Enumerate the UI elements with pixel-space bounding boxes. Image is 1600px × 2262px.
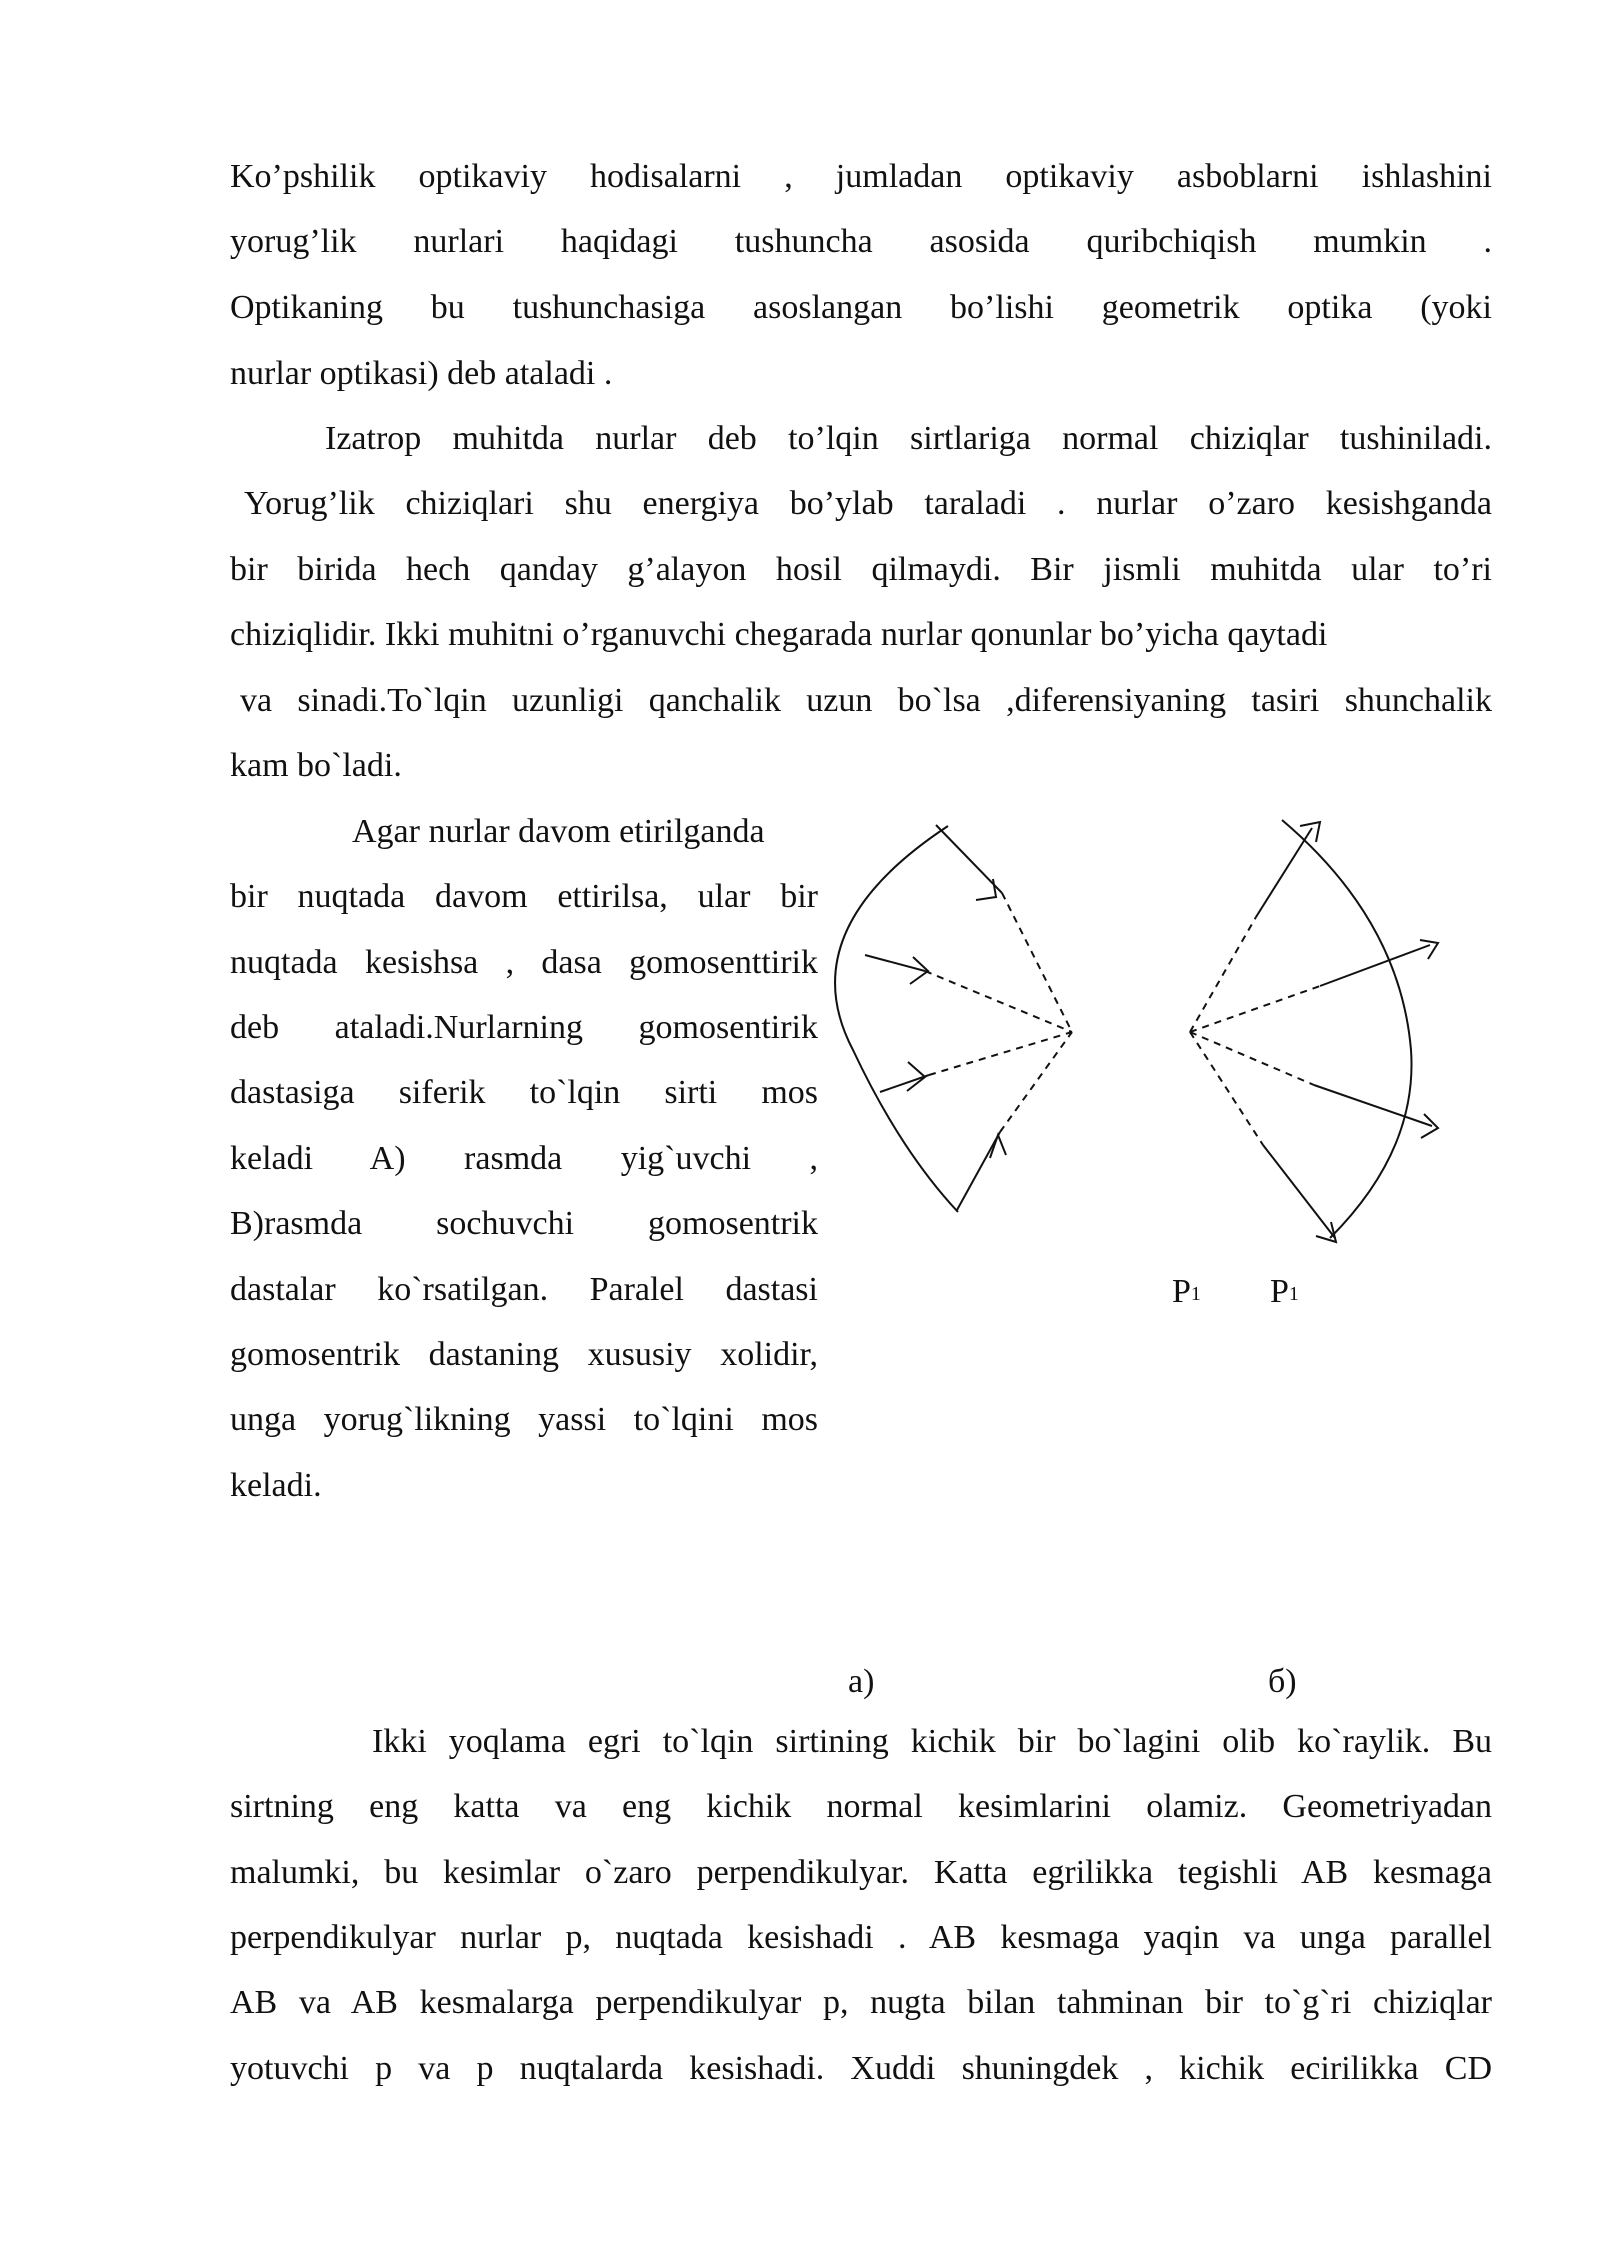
ray-solid bbox=[1314, 1085, 1432, 1126]
text-line: bir nuqtada davom ettirilsa, ular bir bbox=[230, 878, 818, 915]
text-line: unga yorug`likning yassi to`lqini mos bbox=[230, 1401, 818, 1438]
ray-solid bbox=[1320, 945, 1430, 986]
ray-solid bbox=[957, 1132, 1000, 1210]
text-line: perpendikulyar nurlar p, nuqtada kesishadi . AB kesmaga yaqin va unga parallel bbox=[230, 1919, 1492, 1956]
text-line: nuqtada kesishsa , dasa gomosenttirik bbox=[230, 944, 818, 981]
dashed-rays bbox=[1190, 917, 1320, 1145]
wavefront-arc bbox=[1282, 820, 1412, 1238]
text-line: gomosentrik dastaning xususiy xolidir, bbox=[230, 1336, 818, 1373]
text-line: chiziqlidir. Ikki muhitni o’rganuvchi chegarada nurlar qonunlar bo’yicha qaytadi bbox=[230, 616, 1328, 653]
dashed-rays bbox=[925, 893, 1072, 1132]
text-line: bir birida hech qanday g’alayon hosil qilmaydi. Bir jismli muhitda ular to’ri bbox=[230, 551, 1492, 588]
text-line: AB va AB kesmalarga perpendikulyar p, nugta bilan tahminan bir to`g`ri chiziqlar bbox=[230, 1984, 1492, 2021]
text-line: nurlar optikasi) deb ataladi . bbox=[230, 355, 613, 392]
text-line: Optikaning bu tushunchasiga asoslangan bo’lishi geometrik optika (yoki bbox=[230, 289, 1492, 326]
text-line: keladi A) rasmda yig`uvchi , bbox=[230, 1140, 818, 1177]
ray-solid bbox=[865, 955, 925, 971]
text-line: va sinadi.To`lqin uzunligi qanchalik uzun bo`lsa ,diferensiyaning tasiri shunchalik bbox=[240, 682, 1492, 719]
text-line: keladi. bbox=[230, 1467, 322, 1504]
text-line: yorug’lik nurlari haqidagi tushuncha asosida quribchiqish mumkin . bbox=[230, 223, 1492, 260]
text-line: Ikki yoqlama egri to`lqin sirtining kichik bir bo`lagini olib ko`raylik. Bu bbox=[372, 1723, 1492, 1760]
point-label: $P^1$ bbox=[1172, 1273, 1201, 1310]
text-line: Agar nurlar davom etirilganda bbox=[352, 813, 765, 850]
text-line: yotuvchi p va p nuqtalarda kesishadi. Xuddi shuningdek , kichik ecirilikka CD bbox=[230, 2050, 1492, 2087]
text-line: kam bo`ladi. bbox=[230, 747, 402, 784]
ray-solid bbox=[880, 1075, 929, 1092]
ray-solid bbox=[936, 825, 1002, 893]
arrowhead-icon bbox=[976, 879, 996, 900]
text-line: malumki, bu kesimlar o`zaro perpendikulyar. Katta egrilikka tegishli AB kesmaga bbox=[230, 1854, 1492, 1891]
text-line: Yorug’lik chiziqlari shu energiya bo’ylab taraladi . nurlar o’zaro kesishganda bbox=[244, 485, 1492, 522]
text-line: deb ataladi.Nurlarning gomosentirik bbox=[230, 1009, 818, 1046]
wavefront-arc bbox=[835, 826, 958, 1212]
text-line: B)rasmda sochuvchi gomosentrik bbox=[230, 1205, 818, 1242]
text-line: Izatrop muhitda nurlar deb to’lqin sirtlariga normal chiziqlar tushiniladi. bbox=[325, 420, 1492, 457]
diverging-beam-figure bbox=[1190, 820, 1438, 1242]
ray-solid bbox=[1263, 1145, 1335, 1238]
text-line: Ko’pshilik optikaviy hodisalarni , jumladan optikaviy asboblarni ishlashini bbox=[230, 158, 1492, 195]
text-line: sirtning eng katta va eng kichik normal kesimlarini olamiz. Geometriyadan bbox=[230, 1788, 1492, 1825]
figure-caption-a: a) bbox=[848, 1663, 875, 1700]
text-line: dastalar ko`rsatilgan. Paralel dastasi bbox=[230, 1271, 818, 1308]
ray-solid bbox=[1256, 828, 1312, 917]
text-line: dastasiga siferik to`lqin sirti mos bbox=[230, 1074, 818, 1111]
arrowhead-icon bbox=[1420, 940, 1438, 959]
point-label: $P^1$ bbox=[1270, 1273, 1299, 1310]
figure-caption-b: б) bbox=[1268, 1663, 1297, 1700]
converging-beam-figure bbox=[835, 825, 1072, 1212]
